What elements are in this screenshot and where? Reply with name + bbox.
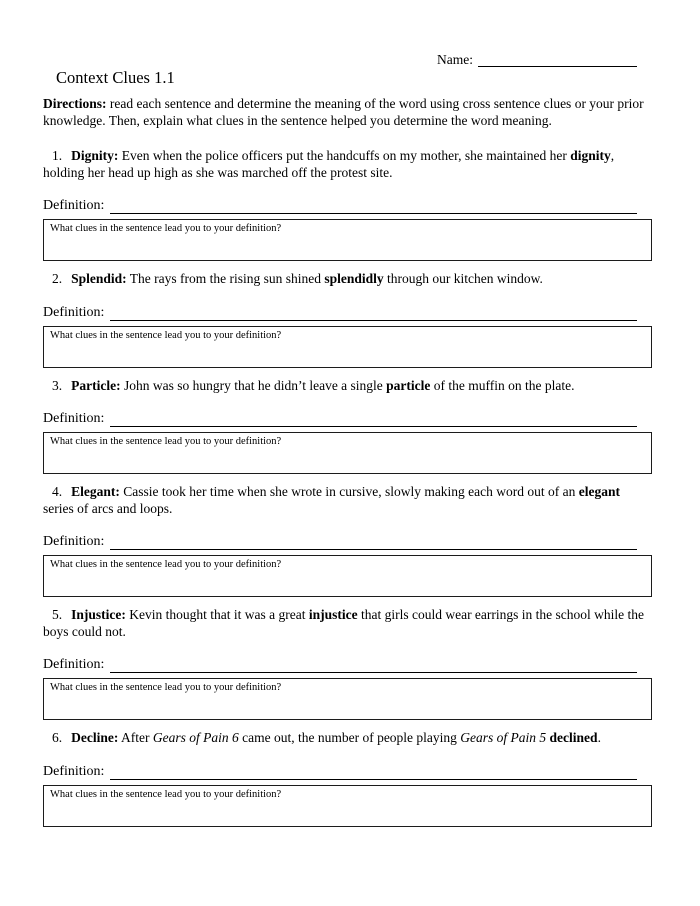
definition-blank-line[interactable]: [110, 320, 637, 321]
clue-box[interactable]: [43, 219, 652, 261]
sentence-segment: injustice: [308, 607, 358, 622]
clue-box-prompt: What clues in the sentence lead you to your definition?: [50, 559, 282, 570]
item-sentence: [43, 148, 652, 181]
item-number: 2.: [52, 271, 63, 286]
sentence-segment: series of arcs and loops.: [43, 500, 173, 516]
item-sentence-text: [43, 607, 644, 639]
sentence-segment: Kevin thought that it was a great: [125, 607, 309, 622]
name-blank-line[interactable]: [478, 66, 637, 67]
item-sentence: [43, 271, 652, 288]
sentence-segment: that girls could wear earrings in the school while the boys could not.: [43, 607, 645, 639]
item-number: 6.: [52, 730, 63, 745]
definition-row: [43, 195, 652, 214]
definition-label: Definition:: [43, 763, 105, 779]
item-sentence-text: [43, 484, 620, 516]
sentence-segment: After: [118, 730, 153, 745]
sentence-segment: elegant: [578, 484, 621, 499]
definition-blank-line[interactable]: [110, 779, 637, 780]
worksheet-item: [43, 271, 652, 368]
definition-label: Definition:: [43, 198, 105, 213]
clue-box[interactable]: [43, 432, 652, 474]
clue-box-prompt: What clues in the sentence lead you to your definition?: [50, 682, 282, 693]
definition-row: [43, 761, 652, 780]
worksheet-item: [43, 378, 652, 475]
item-word: Injustice:: [71, 607, 126, 622]
directions-text: read each sentence and determine the meaning of the word using cross sentence clues or your prior knowledge. Then, explain what clues in the sentence helped you determine the word meaning.: [43, 96, 644, 128]
sentence-segment: John was so hungry that he didn’t leave a single: [120, 377, 387, 393]
sentence-segment: , holding her head up high as she was marched off the protest site.: [43, 148, 615, 180]
page-title: Context Clues 1.1: [56, 68, 175, 87]
definition-label: Definition:: [43, 304, 105, 320]
clue-box-prompt: What clues in the sentence lead you to your definition?: [50, 788, 282, 800]
clue-box[interactable]: [43, 785, 652, 827]
item-sentence: [43, 484, 652, 517]
item-word: Dignity:: [71, 148, 119, 163]
clue-box[interactable]: [43, 555, 652, 597]
definition-blank-line[interactable]: [110, 672, 637, 673]
sentence-segment: The rays from the rising sun shined: [126, 271, 325, 286]
item-sentence-text: [127, 271, 543, 286]
items-container: [43, 148, 652, 827]
name-label: Name:: [437, 52, 473, 67]
item-word: Splendid:: [71, 271, 127, 286]
clue-box-prompt: What clues in the sentence lead you to your definition?: [50, 223, 282, 234]
name-row: [437, 52, 637, 67]
item-sentence-text: [43, 148, 614, 180]
item-sentence-text: [121, 378, 575, 393]
sentence-segment: Even when the police officers put the handcuffs on my mother, she maintained her: [118, 148, 571, 163]
sentence-segment: declined: [549, 730, 598, 745]
directions: [43, 96, 652, 129]
sentence-segment: .: [597, 730, 601, 745]
sentence-segment: Gears of Pain 6: [152, 730, 239, 745]
worksheet-item: [43, 607, 652, 720]
worksheet-item: [43, 484, 652, 597]
item-word: Elegant:: [71, 484, 120, 499]
sentence-segment: dignity: [570, 148, 611, 163]
sentence-segment: came out, the number of people playing: [238, 730, 461, 745]
definition-blank-line[interactable]: [110, 549, 637, 550]
sentence-segment: through our kitchen window.: [383, 271, 543, 286]
sentence-segment: splendidly: [324, 271, 384, 286]
sentence-segment: Cassie took her time when she wrote in cursive, slowly making each word out of an: [119, 484, 579, 499]
worksheet-item: [43, 148, 652, 261]
definition-row: [43, 408, 652, 427]
definition-row: [43, 531, 652, 550]
sentence-segment: of the muffin on the plate.: [430, 377, 575, 393]
directions-label: Directions:: [43, 96, 107, 111]
item-sentence: [43, 730, 652, 747]
item-number: 3.: [52, 377, 63, 393]
definition-blank-line[interactable]: [110, 426, 637, 427]
worksheet-item: [43, 730, 652, 827]
item-word: Decline:: [71, 730, 119, 745]
definition-label: Definition:: [43, 411, 105, 426]
item-word: Particle:: [71, 377, 121, 393]
definition-row: [43, 654, 652, 673]
sentence-segment: Gears of Pain 5: [460, 730, 547, 745]
item-number: 4.: [52, 484, 63, 499]
definition-row: [43, 302, 652, 321]
item-sentence-text: [118, 730, 601, 745]
item-number: 1.: [52, 148, 63, 163]
item-sentence: [43, 607, 652, 640]
clue-box[interactable]: [43, 678, 652, 720]
clue-box[interactable]: [43, 326, 652, 368]
definition-label: Definition:: [43, 534, 105, 549]
clue-box-prompt: What clues in the sentence lead you to your definition?: [50, 329, 282, 341]
definition-label: Definition:: [43, 657, 105, 672]
definition-blank-line[interactable]: [110, 213, 637, 214]
item-number: 5.: [52, 607, 63, 622]
clue-box-prompt: What clues in the sentence lead you to your definition?: [50, 436, 282, 447]
item-sentence: [43, 378, 652, 395]
sentence-segment: particle: [386, 377, 431, 393]
